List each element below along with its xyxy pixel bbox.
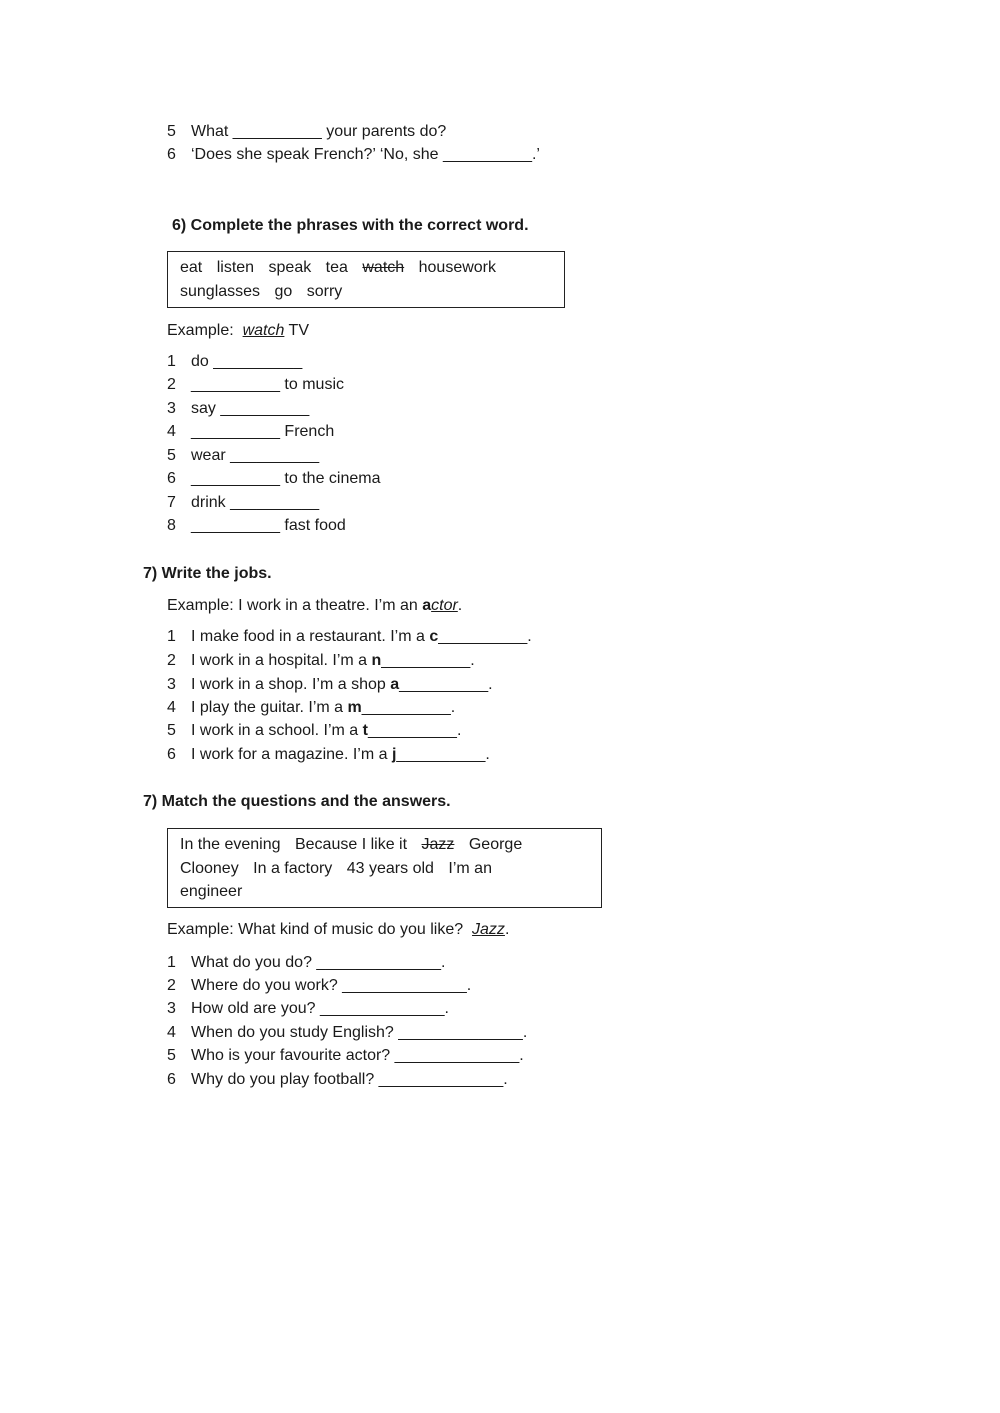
item-text (191, 698, 455, 718)
answer-blank: __________. (381, 652, 475, 669)
item-text: __________ to music (191, 376, 344, 393)
item-number: 5 (167, 722, 176, 739)
first-letter-hint: t (362, 722, 368, 739)
answer-option: George (468, 836, 523, 853)
example-label: Example: (167, 322, 234, 339)
section-heading: 7) Write the jobs. (143, 565, 272, 582)
item-number: 6 (167, 470, 176, 487)
item-number: 6 (167, 146, 176, 163)
word: listen (216, 259, 255, 276)
answer-blank: __________. (361, 699, 456, 716)
item-text: What do you do? ______________. (191, 954, 446, 971)
answer-blank: __________. (399, 676, 493, 693)
item-text: How old are you? ______________. (191, 1000, 449, 1017)
word: sorry (306, 282, 343, 300)
item-text: Where do you work? ______________. (191, 977, 472, 994)
item-number: 1 (167, 353, 176, 370)
item-number: 1 (167, 954, 176, 971)
item-text: do __________ (191, 353, 303, 370)
example-text: . (504, 921, 510, 938)
item-number: 8 (167, 517, 176, 534)
word: sunglasses (180, 282, 261, 300)
answer-option: 43 years old (346, 859, 434, 877)
item-prompt: I work in a hospital. I’m a (191, 652, 372, 669)
first-letter-hint: c (429, 628, 439, 645)
item-text: drink __________ (191, 494, 320, 511)
answer-blank: __________. (396, 746, 490, 763)
example-text: . (457, 597, 463, 614)
item-prompt: I work for a magazine. I’m a (191, 746, 392, 763)
answer-option: In the evening (180, 836, 281, 853)
answer-option: engineer (180, 883, 243, 900)
example-first-letter: a (422, 597, 432, 614)
example-text: Example: I work in a theatre. I’m an (167, 597, 423, 614)
answer-option: Clooney (180, 859, 239, 877)
section-heading: 7) Match the questions and the answers. (143, 793, 451, 810)
item-text: Who is your favourite actor? ______________. (191, 1047, 524, 1064)
item-number: 2 (167, 977, 176, 994)
word: housework (418, 259, 496, 276)
item-number: 3 (167, 676, 176, 693)
example-answer: watch (242, 322, 285, 339)
item-number: 5 (167, 1047, 176, 1064)
example-line (167, 321, 309, 341)
item-text (191, 651, 475, 671)
example-text: Example: What kind of music do you like? (167, 921, 464, 938)
first-letter-hint: j (391, 746, 397, 763)
section-heading: 6) Complete the phrases with the correct word. (172, 217, 529, 234)
item-prompt: I work in a shop. I’m a shop (191, 676, 391, 693)
answer-blank: __________. (367, 722, 462, 739)
example-line (167, 596, 462, 616)
word: speak (268, 259, 312, 276)
item-text: Why do you play football? ______________. (191, 1071, 508, 1088)
first-letter-hint: m (347, 699, 362, 716)
item-text (191, 627, 532, 647)
item-number: 6 (167, 746, 176, 763)
item-number: 2 (167, 376, 176, 393)
item-text: wear __________ (191, 447, 320, 464)
answer-box-line (180, 857, 589, 881)
item-number: 4 (167, 699, 176, 716)
item-text: __________ to the cinema (191, 470, 381, 487)
item-number: 3 (167, 400, 176, 417)
answer-option-crossed-out: Jazz (421, 836, 455, 853)
item-text (191, 745, 490, 765)
answer-box-line (180, 880, 589, 904)
item-text: ‘Does she speak French?’ ‘No, she __________.’ (191, 146, 540, 163)
first-letter-hint: n (371, 652, 382, 669)
word: go (274, 282, 293, 300)
first-letter-hint: a (390, 676, 400, 693)
example-line (167, 920, 509, 940)
item-number: 3 (167, 1000, 176, 1017)
item-number: 2 (167, 652, 176, 669)
item-text (191, 721, 461, 741)
item-number: 1 (167, 628, 176, 645)
item-number: 6 (167, 1071, 176, 1088)
item-number: 4 (167, 423, 176, 440)
word-box (167, 251, 565, 308)
item-prompt: I play the guitar. I’m a (191, 699, 348, 716)
answer-box-line (180, 833, 589, 857)
item-text: What __________ your parents do? (191, 123, 447, 140)
item-prompt: I work in a school. I’m a (191, 722, 363, 739)
word: eat (180, 259, 203, 276)
answer-option: I’m an (448, 859, 492, 877)
item-text: When do you study English? ______________. (191, 1024, 528, 1041)
answer-box (167, 828, 602, 908)
item-number: 7 (167, 494, 176, 511)
example-answer: Jazz (472, 921, 505, 938)
item-number: 5 (167, 447, 176, 464)
answer-option: In a factory (253, 859, 333, 877)
item-text: __________ French (191, 423, 335, 440)
word-crossed-out: watch (362, 259, 405, 276)
example-text: TV (288, 322, 309, 339)
item-text (191, 675, 493, 695)
example-answer: ctor (431, 597, 458, 614)
item-text: __________ fast food (191, 517, 346, 534)
word: tea (325, 259, 348, 276)
item-text: say __________ (191, 400, 310, 417)
item-number: 5 (167, 123, 176, 140)
item-number: 4 (167, 1024, 176, 1041)
answer-blank: __________. (438, 628, 532, 645)
word-box-line (180, 256, 552, 280)
word-box-line (180, 280, 552, 304)
answer-option: Because I like it (294, 836, 408, 853)
item-prompt: I make food in a restaurant. I’m a (191, 628, 430, 645)
